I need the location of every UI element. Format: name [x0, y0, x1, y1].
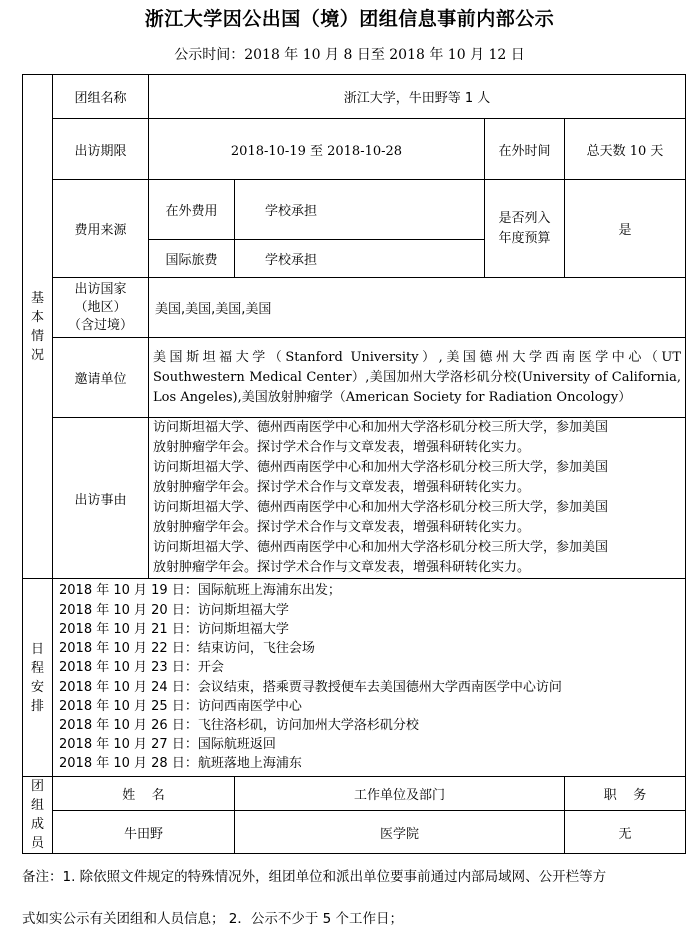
- schedule-item: 2018 年 10 月 24 日：会议结束，搭乘贾寻教授便车去美国德州大学西南医学中心访问: [59, 679, 562, 695]
- budget-value: 是: [565, 180, 686, 278]
- schedule-list: [53, 579, 686, 777]
- period-label: 出访期限: [53, 119, 149, 180]
- schedule-item: 2018 年 10 月 25 日：访问西南医学中心: [59, 698, 302, 714]
- period-row: [23, 119, 686, 180]
- members-header-unit: 工作单位及部门: [235, 777, 565, 811]
- group-name-row: [23, 75, 686, 119]
- reason-value: 访问斯坦福大学、德州西南医学中心和加州大学洛杉矶分校三所大学，参加美国 放射肿瘤学年会。探讨学术合作与文章发表，增强科研转化实力。 访问斯坦福大学、德州西南医学中心和加州大学洛杉矶分校三所大学，参加美国 放射肿瘤学年会。探讨学术合作与文章发表，增强科研转化实力。 访问斯坦福大学、德州西南医学中心和加州大学洛杉矶分校三所大学，参加美国 放射肿瘤学年会。探讨学术合作与文章发表，增强科研转化实力。 访问斯坦福大学、德州西南医学中心和加州大学洛杉矶分校三所大学，参加美国 放射肿瘤学年会。探讨学术合作与文章发表，增强科研转化实力。: [149, 418, 686, 579]
- schedule-item: 2018 年 10 月 23 日：开会: [59, 660, 224, 676]
- abroad-cost-value: 学校承担: [235, 180, 485, 240]
- inviter-label: 邀请单位: [53, 338, 149, 418]
- table-row: [23, 811, 686, 854]
- schedule-item: 2018 年 10 月 28 日：航班落地上海浦东: [59, 756, 302, 772]
- members-section-label: 团 组 成 员: [23, 777, 53, 854]
- schedule-row: [23, 579, 686, 777]
- funding-row-1: [23, 180, 686, 240]
- schedule-item: 2018 年 10 月 22 日：结束访问，飞往会场: [59, 641, 315, 657]
- footnote: 备注：1. 除依照文件规定的特殊情况外，组团单位和派出单位要事前通过内部局域网、公开栏等方 式如实公示有关团组和人员信息； 2．公示不少于 5 个工作日；: [22, 869, 607, 927]
- funding-label: 费用来源: [53, 180, 149, 278]
- budget-label: 是否列入年度预算: [485, 180, 565, 278]
- reason-row: [23, 418, 686, 579]
- abroad-time-value: 总天数 10 天: [565, 119, 686, 180]
- schedule-item: 2018 年 10 月 21 日：访问斯坦福大学: [59, 621, 289, 637]
- member-position: 无: [565, 811, 686, 854]
- page-title: 浙江大学因公出国（境）团组信息事前内部公示: [144, 8, 555, 30]
- members-header-position: 职 务: [565, 777, 686, 811]
- travel-cost-value: 学校承担: [235, 240, 485, 278]
- basic-info-section-label: 基 本 情 况: [23, 75, 53, 579]
- group-name-label: 团组名称: [53, 75, 149, 119]
- abroad-time-label: 在外时间: [485, 119, 565, 180]
- notice-time: 公示时间：2018 年 10 月 8 日至 2018 年 10 月 12 日: [174, 47, 525, 63]
- schedule-item: 2018 年 10 月 20 日：访问斯坦福大学: [59, 602, 289, 618]
- info-table: [22, 74, 686, 854]
- schedule-item: 2018 年 10 月 19 日：国际航班上海浦东出发；: [59, 583, 341, 599]
- schedule-item: 2018 年 10 月 26 日：飞往洛杉矶，访问加州大学洛杉矶分校: [59, 717, 419, 733]
- member-unit: 医学院: [235, 811, 565, 854]
- abroad-cost-label: 在外费用: [149, 180, 235, 240]
- inviter-row: [23, 338, 686, 418]
- period-value: 2018-10-19 至 2018-10-28: [149, 119, 485, 180]
- members-header-name: 姓 名: [53, 777, 235, 811]
- member-name: 牛田野: [53, 811, 235, 854]
- country-value: 美国,美国,美国,美国: [149, 278, 686, 338]
- country-row: [23, 278, 686, 338]
- members-header-row: [23, 777, 686, 811]
- schedule-section-label: 日 程 安 排: [23, 579, 53, 777]
- travel-cost-label: 国际旅费: [149, 240, 235, 278]
- inviter-value: 美国斯坦福大学（Stanford University）,美国德州大学西南医学中心（UT Southwestern Medical Center）,美国加州大学洛杉矶分校(University of California, Los Angeles),美国放射肿瘤学（American Society for Radiation Oncology）: [149, 338, 686, 418]
- country-label: 出访国家 （地区） （含过境）: [53, 278, 149, 338]
- reason-label: 出访事由: [53, 418, 149, 579]
- schedule-item: 2018 年 10 月 27 日：国际航班返回: [59, 737, 276, 753]
- group-name-value: 浙江大学，牛田野等 1 人: [149, 75, 686, 119]
